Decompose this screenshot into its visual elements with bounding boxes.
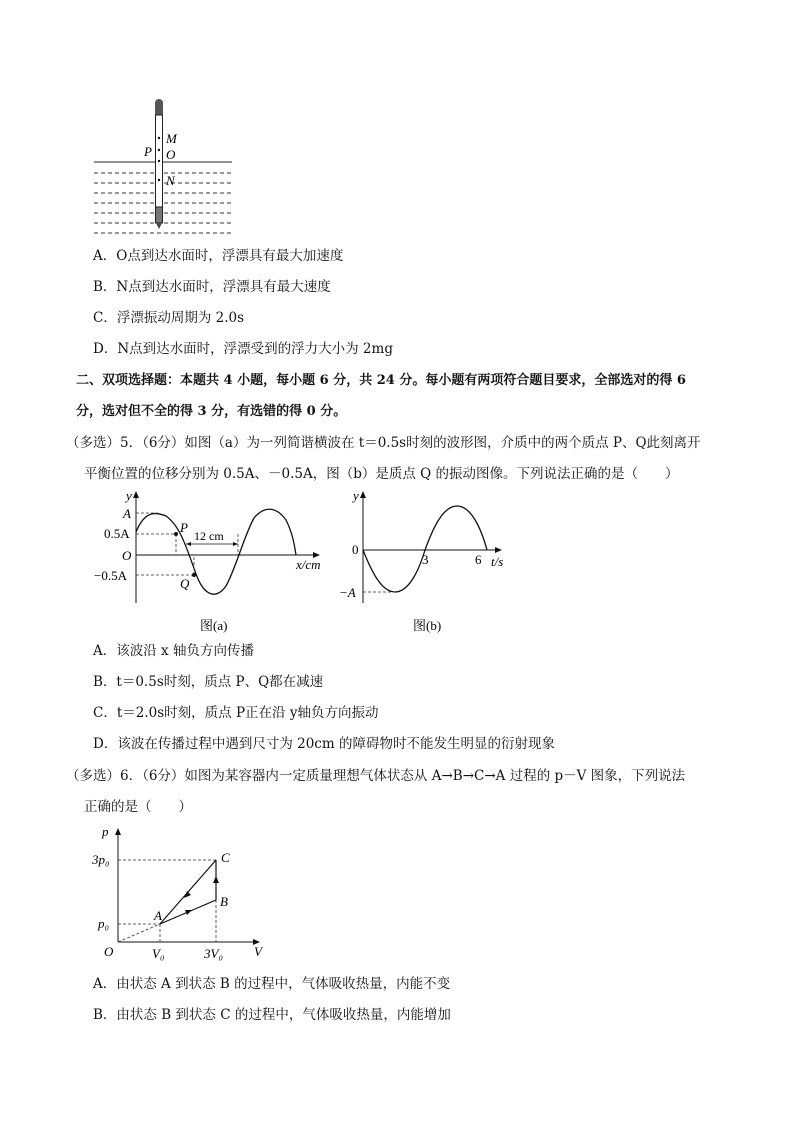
pv-origin: O <box>104 944 114 959</box>
fig-a-distance: 12 cm <box>194 529 224 543</box>
fig-b-x-axis: t/s <box>491 554 504 569</box>
pv-y-axis: p <box>102 824 109 839</box>
pv-label-B: B <box>220 894 228 909</box>
q6-stem-line2: 正确的是（ ） <box>84 799 192 815</box>
fig-b-y-axis: y <box>353 488 359 503</box>
q5-stem-line1: （多选）5．（6分）如图（a）为一列简谐横波在 t＝0.5s时刻的波形图，介质中的两个质点 P、Q此刻离开 <box>66 435 701 451</box>
fig-a-tick-neg-half: −0.5A <box>94 568 127 583</box>
fig-a-y-axis: y <box>126 488 132 503</box>
pv-tick-3V0: 3V₀ <box>204 946 223 961</box>
pv-x-axis: V <box>254 944 262 959</box>
q6-stem-line1: （多选）6．（6分）如图为某容器内一定质量理想气体状态从 A→B→C→A 过程的 p－V 图象，下列说法 <box>66 768 686 784</box>
fig-b-tick-negA: −A <box>339 585 356 600</box>
q6-option-a: A．由状态 A 到状态 B 的过程中，气体吸收热量，内能不变 <box>93 976 451 992</box>
label-N: N <box>166 173 175 188</box>
q4-option-b: B．N点到达水面时，浮漂具有最大速度 <box>93 279 331 295</box>
section2-heading-line1: 二、双项选择题：本题共 4 小题，每小题 6 分，共 24 分。每小题有两项符合题目要求，全部选对的得 6 <box>76 373 686 388</box>
fig-a-label-P: P <box>180 520 188 535</box>
vibration-figure-b <box>335 488 515 638</box>
fig-b-tick-6: 6 <box>475 552 482 567</box>
fig-b-tick-0: 0 <box>352 542 359 557</box>
pv-tick-p0: p₀ <box>98 916 110 931</box>
pv-tick-V0: V₀ <box>152 946 165 961</box>
fig-b-tick-3: 3 <box>422 552 429 567</box>
pv-diagram <box>90 822 270 972</box>
q4-option-d: D．N点到达水面时，浮漂受到的浮力大小为 2mg <box>93 341 393 357</box>
q6-option-b: B．由状态 B 到状态 C 的过程中，气体吸收热量，内能增加 <box>93 1007 451 1023</box>
fig-b-caption: 图(b) <box>413 618 442 633</box>
q5-option-c: C．t＝2.0s时刻，质点 P正在沿 y轴负方向振动 <box>93 705 379 721</box>
fig-a-tick-half: 0.5A <box>104 526 130 541</box>
fig-a-label-Q: Q <box>180 576 190 591</box>
label-P: P <box>144 144 152 159</box>
q4-option-c: C．浮漂振动周期为 2.0s <box>93 310 245 326</box>
q5-option-a: A．该波沿 x 轴负方向传播 <box>93 643 254 659</box>
fig-a-caption: 图(a) <box>200 618 228 633</box>
fig-a-x-axis: x/cm <box>296 557 321 572</box>
float-figure <box>90 95 240 235</box>
fig-a-tick-O: O <box>122 548 132 563</box>
label-O: O <box>166 147 176 162</box>
wave-figure-a <box>94 488 340 638</box>
pv-tick-3p0: 3p₀ <box>92 852 110 867</box>
q5-option-b: B．t＝0.5s时刻，质点 P、Q都在减速 <box>93 674 324 690</box>
pv-label-C: C <box>221 850 230 865</box>
section2-heading-line2: 分，选对但不全的得 3 分，有选错的得 0 分。 <box>76 404 347 419</box>
q4-option-a: A．O点到达水面时，浮漂具有最大加速度 <box>93 248 344 264</box>
pv-label-A: A <box>154 908 162 923</box>
q5-stem-line2: 平衡位置的位移分别为 0.5A、－0.5A，图（b）是质点 Q 的振动图像。下列说法正确的是（ ） <box>84 466 679 482</box>
fig-a-tick-A: A <box>123 506 131 521</box>
label-M: M <box>166 131 177 146</box>
q5-option-d: D．该波在传播过程中遇到尺寸为 20cm 的障碍物时不能发生明显的衍射现象 <box>93 736 555 752</box>
